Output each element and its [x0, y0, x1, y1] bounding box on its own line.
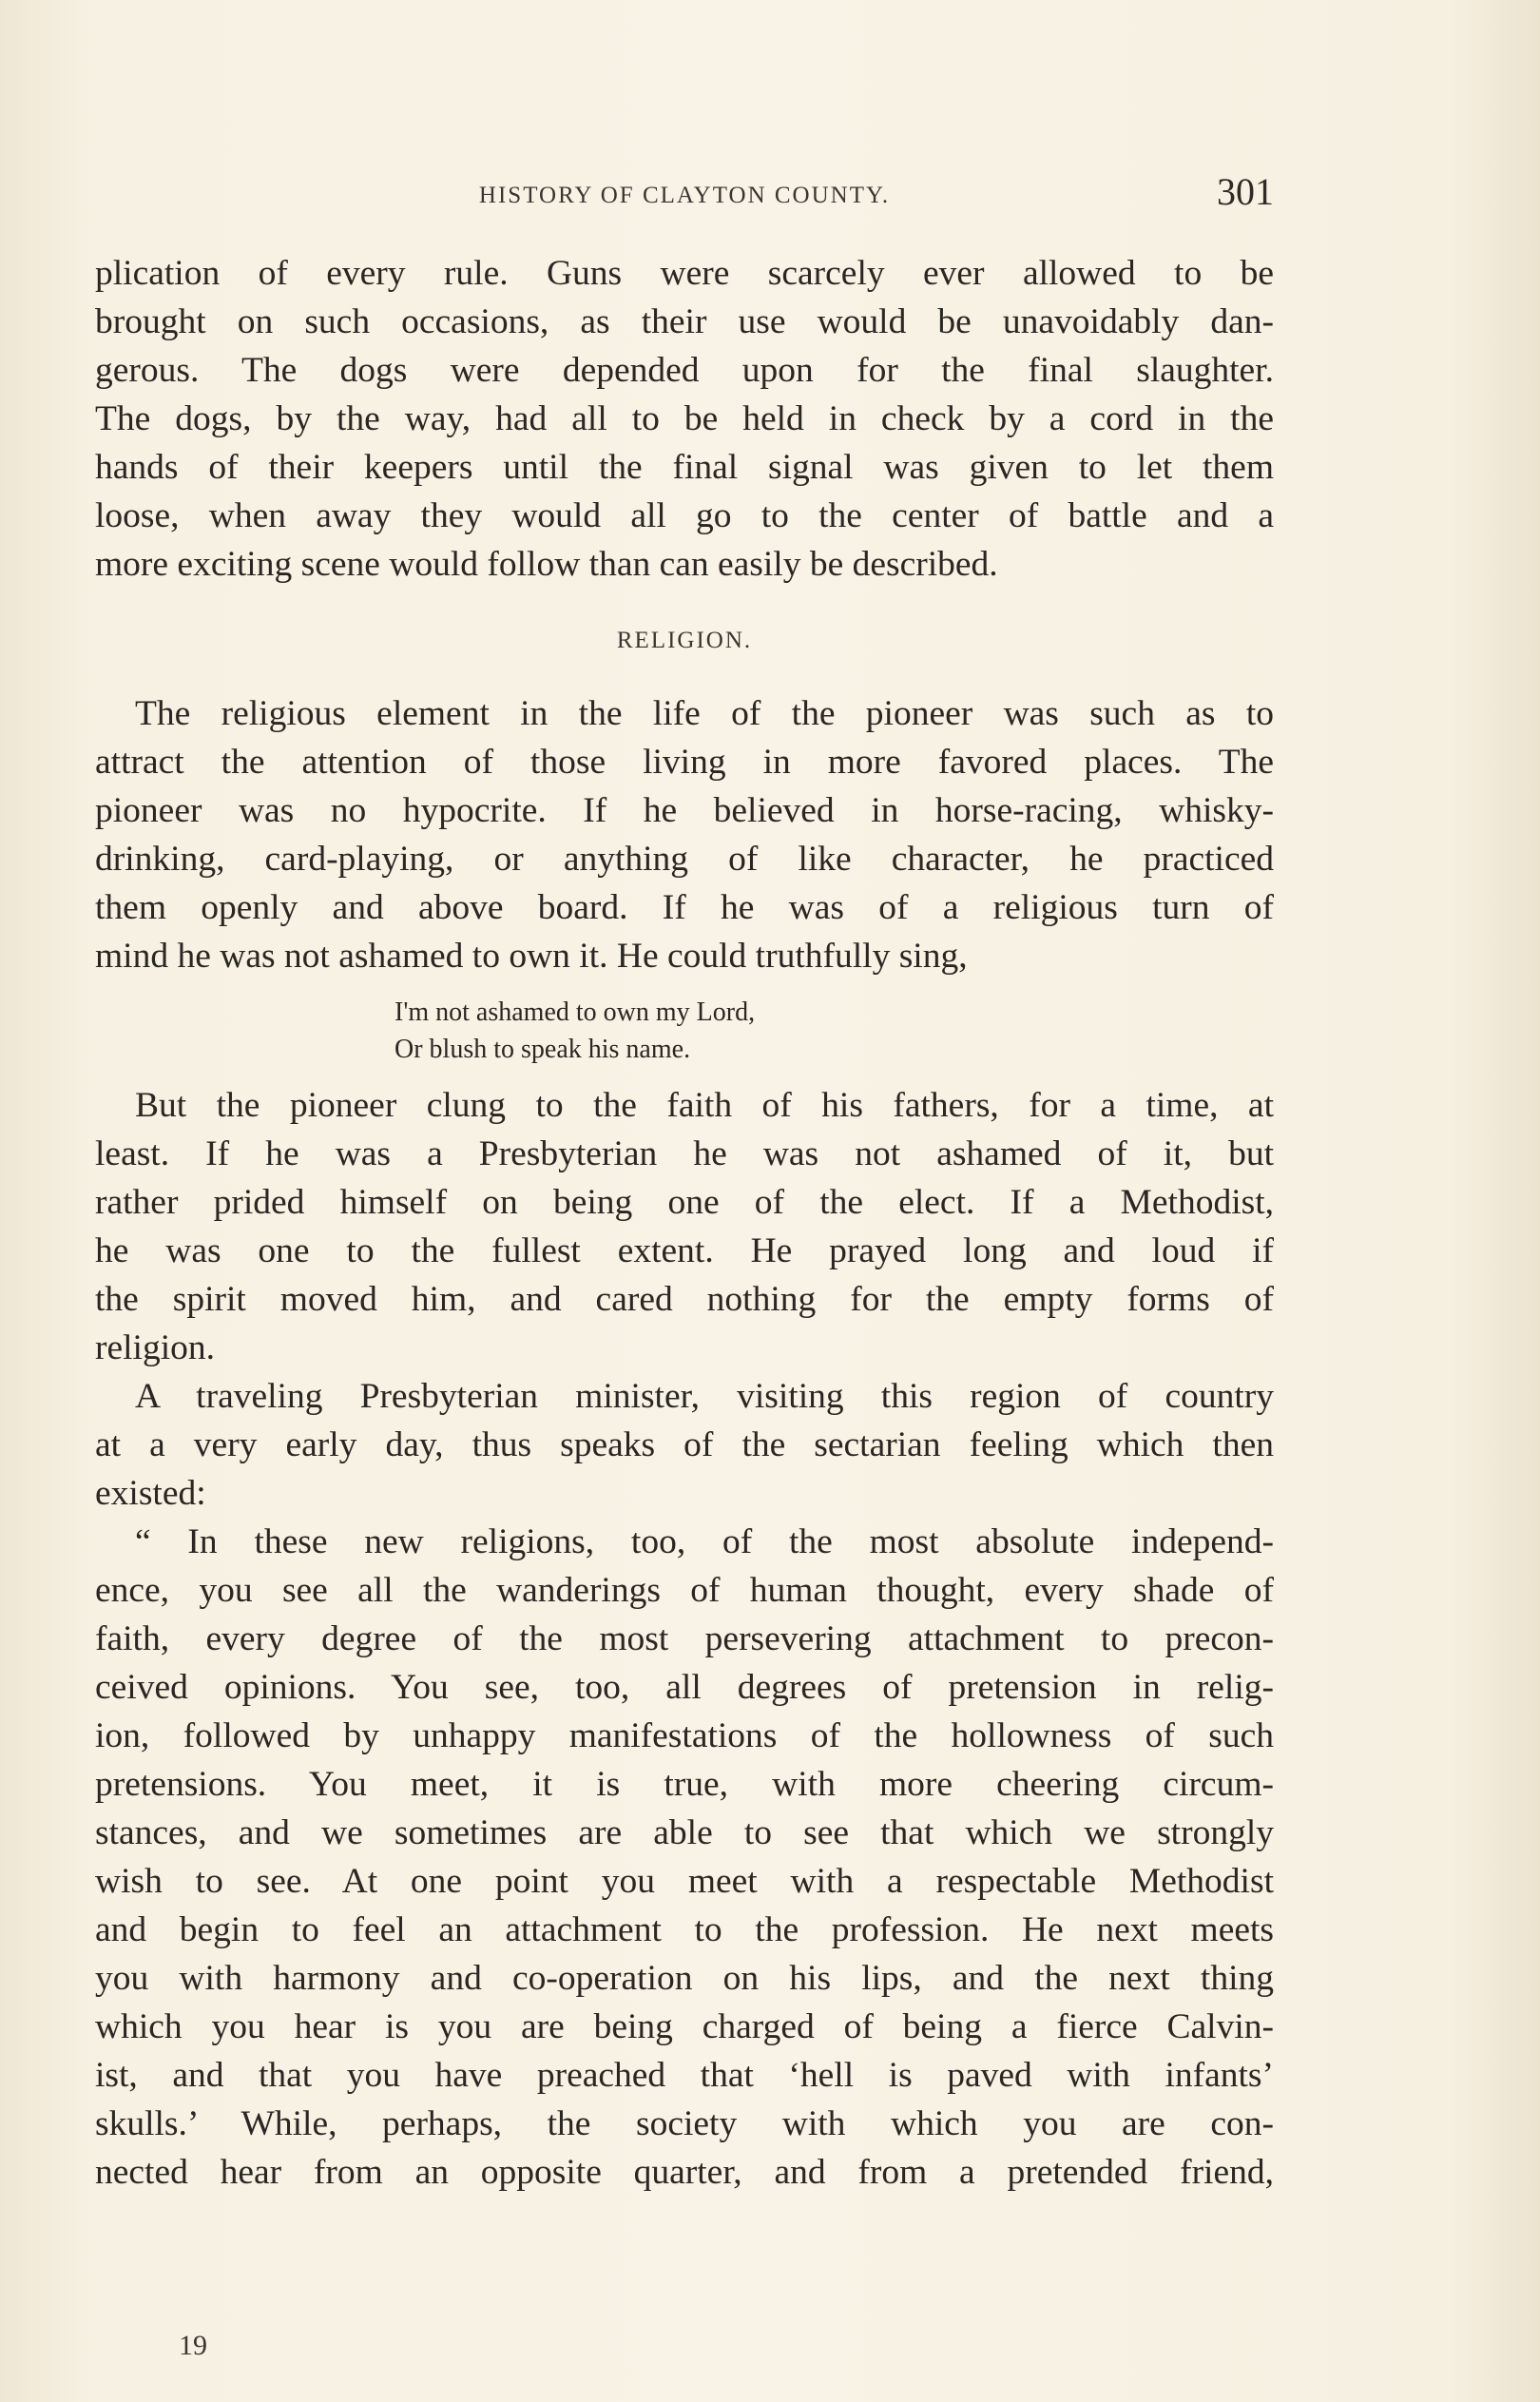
text-line: gerous. The dogs were depended upon for the final slaughter. [95, 351, 1274, 390]
text-line: stances, and we sometimes are able to see that which we strongly [95, 1813, 1274, 1852]
text-line: ceived opinions. You see, too, all degrees of pretension in relig- [95, 1668, 1274, 1707]
text-line: nected hear from an opposite quarter, and from a pretended friend, [95, 2153, 1274, 2192]
text-line: religion. [95, 1328, 216, 1367]
text-line: existed: [95, 1474, 206, 1513]
paragraph-religious-element [95, 689, 1274, 980]
text-line: A traveling Presbyterian minister, visiting this region of country [135, 1377, 1274, 1416]
text-line: at a very early day, thus speaks of the sectarian feeling which then [95, 1425, 1274, 1464]
text-line: “ In these new religions, too, of the most absolute independ- [135, 1522, 1274, 1561]
text-line: ence, you see all the wanderings of human thought, every shade of [95, 1571, 1274, 1610]
paragraph-faith-of-fathers [95, 1081, 1274, 1372]
text-line: more exciting scene would follow than can easily be described. [95, 545, 998, 584]
text-line: he was one to the fullest extent. He prayed long and loud if [95, 1231, 1274, 1270]
section-heading-religion: RELIGION. [616, 628, 753, 653]
text-line: ion, followed by unhappy manifestations of the hollowness of such [95, 1716, 1274, 1755]
text-line: pioneer was no hypocrite. If he believed in horse-racing, whisky- [95, 791, 1274, 830]
text-line: The religious element in the life of the pioneer was such as to [135, 694, 1274, 733]
text-line: attract the attention of those living in more favored places. The [95, 743, 1274, 782]
paragraph-hunt-continued [95, 249, 1274, 589]
paragraph-traveling-minister [95, 1372, 1274, 1518]
text-line: them openly and above board. If he was of a religious turn of [95, 888, 1274, 927]
text-line: brought on such occasions, as their use would be unavoidably dan- [95, 302, 1274, 341]
text-line: faith, every degree of the most persevering attachment to precon- [95, 1619, 1274, 1658]
hymn-verse [95, 994, 1274, 1068]
text-line: mind he was not ashamed to own it. He could truthfully sing, [95, 937, 968, 976]
page-body [95, 249, 1274, 2197]
text-line: But the pioneer clung to the faith of his fathers, for a time, at [135, 1086, 1274, 1125]
text-line: and begin to feel an attachment to the profession. He next meets [95, 1910, 1274, 1949]
text-line: The dogs, by the way, had all to be held in check by a cord in the [95, 399, 1274, 438]
text-line: hands of their keepers until the final signal was given to let them [95, 448, 1274, 487]
paragraph-quotation [95, 1518, 1274, 2197]
text-line: skulls.’ While, perhaps, the society with which you are con- [95, 2104, 1274, 2143]
signature-mark: 19 [179, 2330, 207, 2361]
text-line: the spirit moved him, and cared nothing for the empty forms of [95, 1280, 1274, 1319]
text-line: least. If he was a Presbyterian he was not ashamed of it, but [95, 1134, 1274, 1173]
text-line: rather prided himself on being one of the elect. If a Methodist, [95, 1183, 1274, 1222]
running-head: HISTORY OF CLAYTON COUNTY. [478, 183, 891, 208]
verse-line: Or blush to speak his name. [395, 1035, 691, 1064]
text-line: ist, and that you have preached that ‘hell is paved with infants’ [95, 2056, 1274, 2095]
text-line: you with harmony and co-operation on his lips, and the next thing [95, 1959, 1274, 1998]
text-line: pretensions. You meet, it is true, with more cheering circum- [95, 1765, 1274, 1804]
verse-line: I'm not ashamed to own my Lord, [395, 998, 756, 1027]
text-line: wish to see. At one point you meet with a respectable Methodist [95, 1862, 1274, 1901]
page-header [95, 169, 1274, 226]
text-line: drinking, card-playing, or anything of like character, he practiced [95, 840, 1274, 879]
text-line: plication of every rule. Guns were scarcely ever allowed to be [95, 254, 1274, 293]
page-number: 301 [1217, 170, 1274, 213]
text-line: which you hear is you are being charged of being a fierce Calvin- [95, 2007, 1274, 2046]
text-line: loose, when away they would all go to the center of battle and a [95, 496, 1274, 535]
